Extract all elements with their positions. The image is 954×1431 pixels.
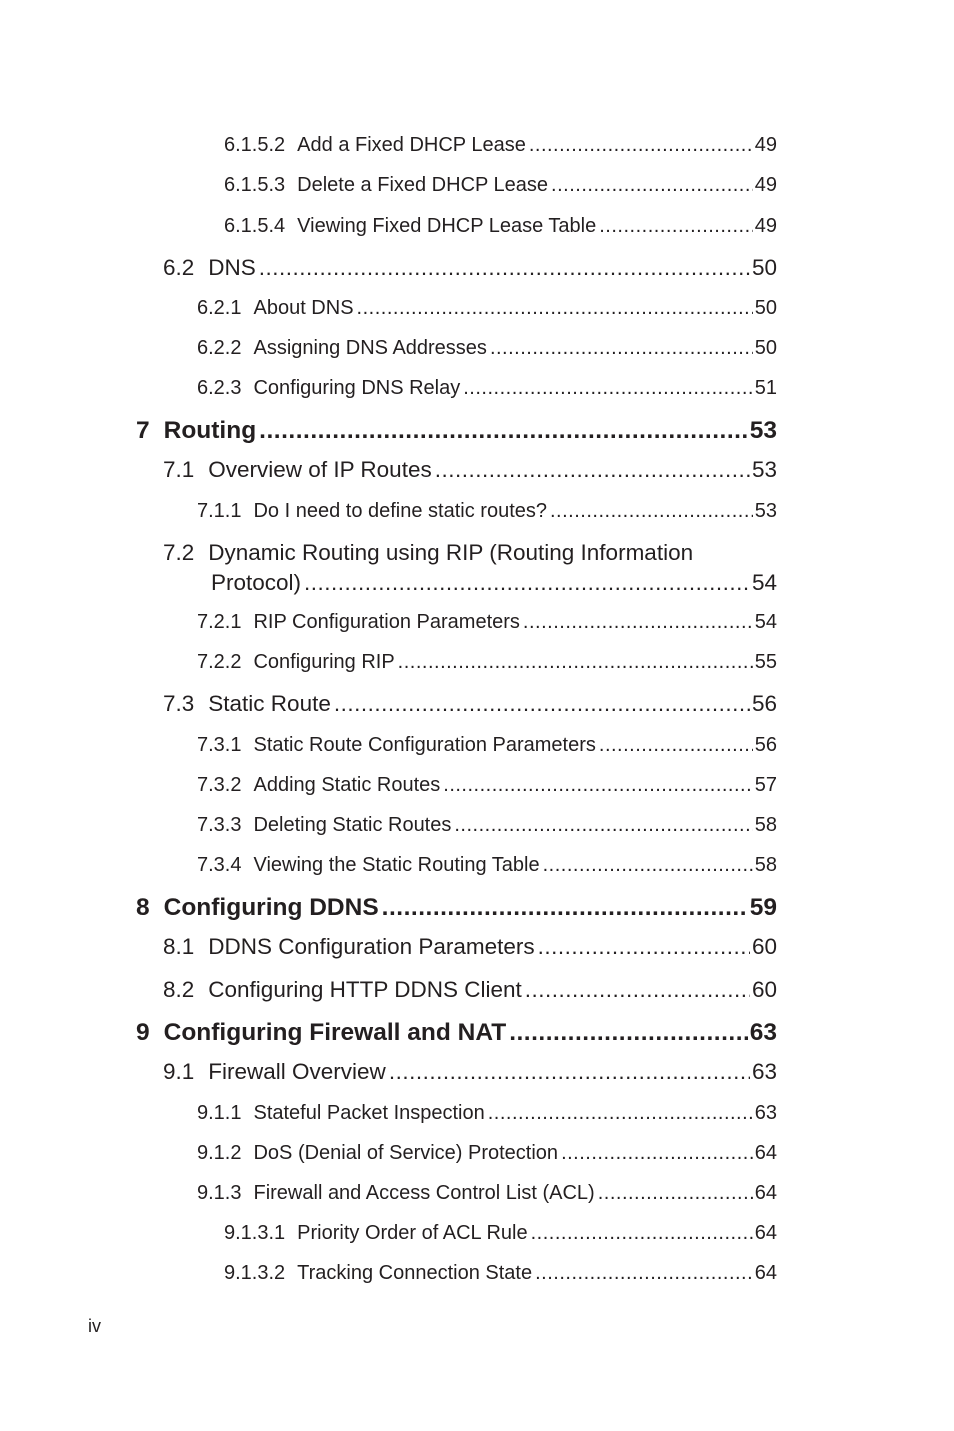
toc-number: 9.1.3.2 (224, 1262, 286, 1284)
toc-leader (382, 894, 748, 922)
toc-chapter-9[interactable] (136, 1019, 777, 1047)
toc-leader (525, 977, 750, 1003)
toc-title-line2: Protocol) (211, 570, 302, 595)
toc-title: Firewall and Access Control List (ACL) (253, 1182, 595, 1204)
toc-number: 7.2.1 (197, 611, 242, 633)
toc-leader (535, 1262, 753, 1285)
toc-page-number: 64 (754, 1142, 777, 1164)
toc-title: Delete a Fixed DHCP Lease (297, 174, 549, 196)
toc-title: Overview of IP Routes (208, 457, 432, 482)
toc-leader (443, 774, 752, 797)
toc-entry-7-1[interactable] (163, 457, 777, 483)
toc-entry-7-3-4[interactable] (197, 854, 777, 877)
toc-number: 6.2.3 (197, 377, 242, 399)
toc-entry-7-2[interactable] (163, 540, 777, 596)
toc-page-number: 50 (751, 255, 777, 280)
toc-page-number: 55 (754, 651, 777, 673)
toc-entry-7-3[interactable] (163, 691, 777, 717)
toc-title: Assigning DNS Addresses (253, 337, 487, 359)
toc-leader (551, 174, 753, 197)
toc-page-number: 59 (749, 894, 777, 921)
toc-number: 9.1.2 (197, 1142, 242, 1164)
toc-leader (561, 1142, 753, 1165)
toc-page-number: 49 (754, 215, 777, 237)
toc-entry-9-1[interactable] (163, 1059, 777, 1085)
toc-title: Stateful Packet Inspection (253, 1102, 485, 1124)
toc-entry-7-1-1[interactable] (197, 500, 777, 523)
toc-leader (538, 934, 750, 960)
toc-page-number: 63 (754, 1102, 777, 1124)
toc-page-number: 53 (749, 417, 777, 444)
toc-number: 6.1.5.4 (224, 215, 286, 237)
toc-leader (435, 457, 750, 483)
toc-page-number: 49 (754, 174, 777, 196)
toc-title: About DNS (253, 297, 354, 319)
toc-title: Static Route (208, 691, 331, 716)
toc-leader (389, 1059, 750, 1085)
toc-page-number: 63 (751, 1059, 777, 1084)
toc-leader (398, 651, 753, 674)
toc-entry-6-1-5-3[interactable] (224, 174, 777, 197)
toc-chapter-7[interactable] (136, 417, 777, 445)
toc-page-number: 64 (754, 1222, 777, 1244)
toc-entry-9-1-3[interactable] (197, 1182, 777, 1205)
toc-title: Routing (163, 417, 257, 444)
footer-page-number: iv (88, 1316, 101, 1336)
toc-number: 7.3.3 (197, 814, 242, 836)
toc-chapter-8[interactable] (136, 894, 777, 922)
toc-number: 7.1.1 (197, 500, 242, 522)
toc-leader (490, 337, 753, 360)
toc-page-number: 50 (754, 337, 777, 359)
toc-number: 8.1 (163, 934, 195, 959)
toc-leader (598, 1182, 753, 1205)
toc-page-number: 58 (754, 814, 777, 836)
toc-leader (463, 377, 753, 400)
toc-title: Adding Static Routes (253, 774, 441, 796)
toc-title: Static Route Configuration Parameters (253, 734, 596, 756)
toc-leader (523, 611, 753, 634)
toc-page-number: 53 (754, 500, 777, 522)
toc-entry-6-2-3[interactable] (197, 377, 777, 400)
toc-entry-8-2[interactable] (163, 977, 777, 1003)
toc-leader (488, 1102, 753, 1125)
toc-leader (509, 1019, 748, 1047)
toc-leader (599, 734, 753, 757)
toc-page-number: 56 (751, 691, 777, 716)
toc-number: 7.3.1 (197, 734, 242, 756)
toc-leader (529, 134, 753, 157)
toc-leader (259, 417, 748, 445)
toc-number: 6.1.5.2 (224, 134, 286, 156)
toc-page-number: 57 (754, 774, 777, 796)
toc-leader (454, 814, 752, 837)
toc-number: 7.1 (163, 457, 195, 482)
toc-entry-7-3-1[interactable] (197, 734, 777, 757)
toc-leader (334, 691, 750, 717)
toc-title: Firewall Overview (208, 1059, 386, 1084)
toc-page-number: 54 (754, 611, 777, 633)
toc-entry-6-1-5-2[interactable] (224, 134, 777, 157)
toc-title-line1: Dynamic Routing using RIP (Routing Information (208, 540, 694, 565)
toc-title: Viewing Fixed DHCP Lease Table (297, 215, 597, 237)
toc-number: 7.3.4 (197, 854, 242, 876)
toc-title: Do I need to define static routes? (253, 500, 547, 522)
toc-entry-6-2-1[interactable] (197, 297, 777, 320)
toc-leader (531, 1222, 753, 1245)
toc-title: Priority Order of ACL Rule (297, 1222, 528, 1244)
toc-page-number: 64 (754, 1182, 777, 1204)
toc-number: 7 (136, 417, 150, 444)
toc-title: Configuring DDNS (163, 894, 379, 921)
toc-number: 8 (136, 894, 150, 921)
toc-entry-7-3-2[interactable] (197, 774, 777, 797)
toc-title: Configuring RIP (253, 651, 395, 673)
toc-entry-7-2-1[interactable] (197, 611, 777, 634)
toc-leader (543, 854, 753, 877)
toc-page-number: 60 (751, 977, 777, 1002)
toc-leader (259, 255, 750, 281)
toc-title: Configuring DNS Relay (253, 377, 461, 399)
toc-number: 9 (136, 1019, 150, 1046)
toc-leader (550, 500, 753, 523)
toc-entry-6-2[interactable] (163, 255, 777, 281)
toc-page-number: 60 (751, 934, 777, 959)
toc-page-number: 49 (754, 134, 777, 156)
toc-title: DNS (208, 255, 256, 280)
toc-title: Configuring HTTP DDNS Client (208, 977, 522, 1002)
toc-leader (599, 215, 753, 238)
toc-number: 6.2 (163, 255, 195, 280)
toc-entry-6-2-2[interactable] (197, 337, 777, 360)
toc-entry-6-1-5-4[interactable] (224, 215, 777, 238)
toc-number: 8.2 (163, 977, 195, 1002)
toc-entry-7-3-3[interactable] (197, 814, 777, 837)
toc-number: 9.1 (163, 1059, 195, 1084)
toc-page-number: 53 (751, 457, 777, 482)
toc-leader (357, 297, 753, 320)
toc-title: Deleting Static Routes (253, 814, 452, 836)
toc-leader (304, 570, 750, 596)
toc-entry-8-1[interactable] (163, 934, 777, 960)
toc-title: DDNS Configuration Parameters (208, 934, 535, 959)
toc-title: Viewing the Static Routing Table (253, 854, 540, 876)
toc-entry-9-1-3-1[interactable] (224, 1222, 777, 1245)
toc-title: RIP Configuration Parameters (253, 611, 520, 633)
toc-number: 7.3 (163, 691, 195, 716)
toc-entry-7-2-2[interactable] (197, 651, 777, 674)
toc-entry-9-1-3-2[interactable] (224, 1262, 777, 1285)
toc-number: 9.1.1 (197, 1102, 242, 1124)
toc-title: Add a Fixed DHCP Lease (297, 134, 526, 156)
toc-number: 9.1.3.1 (224, 1222, 286, 1244)
toc-entry-9-1-1[interactable] (197, 1102, 777, 1125)
toc-number: 9.1.3 (197, 1182, 242, 1204)
toc-number: 6.2.1 (197, 297, 242, 319)
toc-number: 7.2 (163, 540, 195, 565)
toc-page-number: 58 (754, 854, 777, 876)
toc-number: 7.2.2 (197, 651, 242, 673)
toc-number: 7.3.2 (197, 774, 242, 796)
toc-page-number: 51 (754, 377, 777, 399)
toc-title: DoS (Denial of Service) Protection (253, 1142, 559, 1164)
toc-entry-9-1-2[interactable] (197, 1142, 777, 1165)
toc-number: 6.1.5.3 (224, 174, 286, 196)
toc-page-number: 54 (751, 570, 777, 595)
toc-page-number: 56 (754, 734, 777, 756)
toc-page-number: 64 (754, 1262, 777, 1284)
toc-page-number: 50 (754, 297, 777, 319)
toc-title: Configuring Firewall and NAT (163, 1019, 507, 1046)
toc-number: 6.2.2 (197, 337, 242, 359)
toc-page-number: 63 (749, 1019, 777, 1046)
toc-title: Tracking Connection State (297, 1262, 533, 1284)
